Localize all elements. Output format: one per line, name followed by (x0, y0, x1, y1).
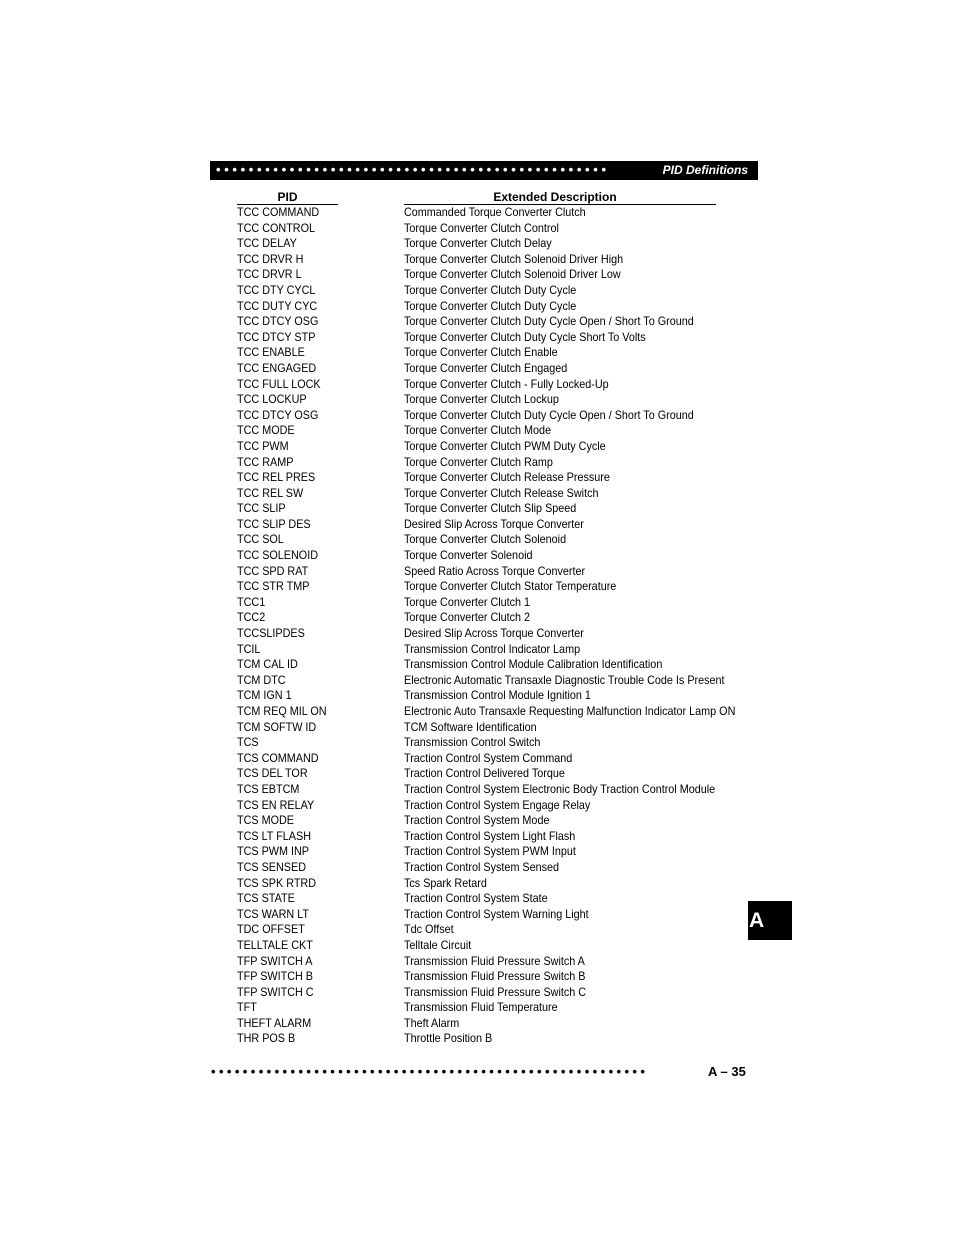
pid-description (404, 626, 604, 642)
pid-description (404, 954, 605, 970)
pid-description-text: Torque Converter Clutch Mode (404, 423, 552, 438)
table-row (237, 439, 737, 455)
pid-description (404, 610, 544, 626)
table-row (237, 377, 737, 393)
pid-description (404, 766, 583, 782)
pid-code-text: TCS EN RELAY (237, 797, 315, 812)
table-row (237, 267, 737, 283)
pid-description-text: Torque Converter Clutch Duty Cycle (404, 282, 577, 297)
pid-code-text: TCM IGN 1 (237, 688, 292, 703)
pid-description (404, 876, 496, 892)
table-row (237, 455, 737, 471)
header-bar (210, 161, 758, 180)
pid-description (404, 439, 628, 455)
table-row (237, 595, 737, 611)
pid-code-text: TCS (237, 735, 259, 750)
pid-code (237, 361, 325, 377)
pid-description (404, 844, 595, 860)
table-row (237, 532, 737, 548)
pid-code-text: TCC REL SW (237, 485, 304, 500)
pid-code (237, 1000, 259, 1016)
pid-code-text: TFP SWITCH A (237, 953, 313, 968)
pid-description-text: TCM Software Identification (404, 719, 537, 734)
description-column-header-label: Extended Description (493, 190, 617, 204)
table-row (237, 236, 737, 252)
pid-description (404, 330, 673, 346)
table-row (237, 673, 737, 689)
pid-code-text: TCS LT FLASH (237, 828, 312, 843)
pid-code-text: TCS SPK RTRD (237, 875, 317, 890)
pid-description-text: Torque Converter Clutch Ramp (404, 454, 553, 469)
pid-code (237, 221, 324, 237)
pid-description (404, 751, 591, 767)
pid-description-text: Torque Converter Clutch Duty Cycle Open / Short To Ground (404, 407, 694, 422)
pid-description-text: Traction Control System Warning Light (404, 906, 589, 921)
pid-code-text: TFP SWITCH C (237, 984, 314, 999)
table-row (237, 252, 737, 268)
pid-code-text: THR POS B (237, 1031, 296, 1046)
pid-code-text: TFP SWITCH B (237, 969, 314, 984)
pid-code (237, 377, 330, 393)
table-row (237, 860, 737, 876)
table-row (237, 782, 737, 798)
pid-code-text: TCS COMMAND (237, 750, 319, 765)
pid-code-text: TCS WARN LT (237, 906, 309, 921)
pid-code (237, 938, 321, 954)
pid-code (237, 205, 328, 221)
pid-description-text: Torque Converter Clutch Release Pressure (404, 470, 610, 485)
pid-description-text: Torque Converter Clutch PWM Duty Cycle (404, 438, 606, 453)
table-row (237, 408, 737, 424)
pid-code-text: TCC DTCY OSG (237, 407, 319, 422)
pid-description-text: Transmission Fluid Pressure Switch A (404, 953, 585, 968)
table-row (237, 626, 737, 642)
pid-description-text: Torque Converter Clutch Engaged (404, 360, 568, 375)
pid-code (237, 907, 317, 923)
pid-description (404, 501, 595, 517)
pid-code (237, 579, 317, 595)
table-row (237, 907, 737, 923)
table-row (237, 314, 737, 330)
pid-description (404, 486, 620, 502)
pid-code-text: TCC COMMAND (237, 205, 320, 219)
pid-code (237, 829, 319, 845)
table-row (237, 345, 737, 361)
page-number: A – 35 (708, 1064, 746, 1079)
table-row (237, 299, 737, 315)
pid-code-text: TCC LOCKUP (237, 392, 307, 407)
pid-code-text: TCC ENGAGED (237, 360, 317, 375)
pid-description (404, 1031, 502, 1047)
pid-code (237, 766, 315, 782)
pid-description-text: Traction Control System State (404, 891, 548, 906)
pid-description (404, 579, 640, 595)
pid-code-text: TCC RAMP (237, 454, 294, 469)
table-row (237, 283, 737, 299)
pid-code-text: TCC SLIP (237, 501, 286, 516)
pid-description-text: Traction Control System Sensed (404, 859, 560, 874)
pid-code (237, 267, 309, 283)
pid-description-text: Transmission Control Switch (404, 735, 541, 750)
pid-code (237, 642, 263, 658)
pid-code-text: TCS MODE (237, 813, 295, 828)
pid-description (404, 891, 564, 907)
pid-description (404, 283, 595, 299)
pid-description-text: Transmission Control Module Ignition 1 (404, 688, 591, 703)
pid-code (237, 704, 337, 720)
pid-code-text: TCC DTY CYCL (237, 282, 316, 297)
pid-code-text: TCC CONTROL (237, 220, 316, 235)
pid-code (237, 314, 327, 330)
table-row (237, 829, 737, 845)
pid-description (404, 408, 726, 424)
pid-description (404, 735, 556, 751)
pid-description-text: Torque Converter Clutch Lockup (404, 392, 559, 407)
pid-description (404, 455, 569, 471)
footer-dot-leader: ••••••••••••••••••••••••••••••••••••••••••••••••••••••• (211, 1064, 649, 1079)
table-row (237, 423, 737, 439)
pid-description-text: Torque Converter Solenoid (404, 548, 533, 563)
pid-description (404, 517, 604, 533)
pid-code (237, 1016, 319, 1032)
description-column-header (404, 190, 716, 205)
pid-code (237, 532, 289, 548)
pid-code (237, 876, 325, 892)
pid-description-text: Throttle Position B (404, 1031, 493, 1046)
pid-code-text: TDC OFFSET (237, 922, 305, 937)
pid-description-text: Telltale Circuit (404, 937, 472, 952)
pid-description-text: Torque Converter Clutch Stator Temperature (404, 579, 617, 594)
table-row (237, 876, 737, 892)
pid-code (237, 720, 325, 736)
pid-description (404, 595, 544, 611)
pid-code (237, 782, 306, 798)
pid-code-text: TCC DUTY CYC (237, 298, 318, 313)
pid-description-text: Torque Converter Clutch 1 (404, 594, 531, 609)
pid-description (404, 205, 606, 221)
table-row (237, 330, 737, 346)
pid-code-text: TCC1 (237, 594, 266, 609)
pid-description (404, 252, 647, 268)
pid-description (404, 470, 633, 486)
table-row (237, 766, 737, 782)
pid-description-text: Desired Slip Across Torque Converter (404, 516, 584, 531)
pid-code-text: TCC SOLENOID (237, 548, 319, 563)
pid-description-text: Traction Control System Light Flash (404, 828, 576, 843)
pid-description-text: Speed Ratio Across Torque Converter (404, 563, 586, 578)
pid-description (404, 829, 594, 845)
pid-code (237, 501, 291, 517)
pid-code (237, 751, 328, 767)
pid-description-text: Transmission Control Module Calibration Identification (404, 657, 663, 672)
pid-code (237, 813, 300, 829)
pid-description-text: Transmission Fluid Temperature (404, 1000, 558, 1015)
pid-description-text: Torque Converter Clutch Duty Cycle (404, 298, 577, 313)
pid-code (237, 985, 322, 1001)
pid-description-text: Torque Converter Clutch - Fully Locked-Up (404, 376, 609, 391)
pid-code (237, 673, 291, 689)
pid-code (237, 657, 305, 673)
table-row (237, 564, 737, 580)
pid-code (237, 844, 317, 860)
pid-description (404, 314, 726, 330)
pid-description (404, 688, 612, 704)
pid-code-text: TCC SPD RAT (237, 563, 309, 578)
pid-description (404, 985, 606, 1001)
table-row (237, 798, 737, 814)
pid-description (404, 860, 576, 876)
pid-description-text: Transmission Fluid Pressure Switch C (404, 984, 587, 999)
pid-description (404, 704, 772, 720)
pid-description (404, 922, 459, 938)
pid-description (404, 267, 645, 283)
pid-code-text: TCS SENSED (237, 859, 307, 874)
pid-description-text: Torque Converter Clutch Control (404, 220, 559, 235)
pid-description-text: Torque Converter Clutch Release Switch (404, 485, 599, 500)
table-row (237, 657, 737, 673)
pid-description (404, 377, 631, 393)
pid-description-text: Torque Converter Clutch Solenoid Driver Low (404, 267, 621, 282)
pid-description (404, 813, 566, 829)
pid-code-text: TCC DRVR H (237, 251, 304, 266)
pid-code-text: THEFT ALARM (237, 1015, 312, 1030)
table-row (237, 205, 737, 221)
pid-code (237, 798, 323, 814)
pid-description (404, 392, 576, 408)
table-row (237, 548, 737, 564)
pid-description (404, 361, 585, 377)
pid-description-text: Torque Converter Clutch 2 (404, 610, 531, 625)
pid-description (404, 548, 547, 564)
pid-code (237, 455, 300, 471)
table-row (237, 642, 737, 658)
pid-code-text: TCC SLIP DES (237, 516, 311, 531)
table-row (237, 704, 737, 720)
pid-code (237, 595, 268, 611)
pid-description-text: Commanded Torque Converter Clutch (404, 205, 586, 219)
pid-description (404, 642, 600, 658)
pid-description (404, 782, 750, 798)
pid-description (404, 673, 760, 689)
pid-description (404, 423, 567, 439)
pid-description-text: Torque Converter Clutch Solenoid Driver High (404, 251, 624, 266)
pid-code-text: TCC DTCY STP (237, 329, 316, 344)
pid-description (404, 720, 551, 736)
pid-code (237, 486, 311, 502)
pid-description-text: Torque Converter Clutch Enable (404, 345, 558, 360)
pid-description (404, 1000, 575, 1016)
table-row (237, 392, 737, 408)
pid-code (237, 1031, 302, 1047)
pid-code (237, 564, 316, 580)
pid-code-text: TCS STATE (237, 891, 295, 906)
table-row (237, 813, 737, 829)
pid-description-text: Torque Converter Clutch Duty Cycle Open / Short To Ground (404, 314, 694, 329)
pid-description-text: Traction Control System Mode (404, 813, 550, 828)
pid-code-text: TCM REQ MIL ON (237, 704, 327, 718)
pid-code-text: TCCSLIPDES (237, 626, 305, 641)
pid-code-text: TCIL (237, 641, 261, 656)
pid-code (237, 330, 324, 346)
pid-code (237, 688, 298, 704)
table-row (237, 501, 737, 517)
pid-code-text: TCC MODE (237, 423, 295, 438)
pid-code (237, 392, 314, 408)
table-row (237, 486, 737, 502)
pid-code-text: TCC2 (237, 610, 266, 625)
table-row (237, 1031, 737, 1047)
pid-code (237, 408, 327, 424)
pid-code-text: TCC STR TMP (237, 579, 310, 594)
pid-description-text: Traction Control Delivered Torque (404, 766, 565, 781)
table-row (237, 517, 737, 533)
pid-description-text: Tcs Spark Retard (404, 875, 487, 890)
pid-code (237, 345, 312, 361)
pid-description-text: Theft Alarm (404, 1015, 460, 1030)
pid-description (404, 221, 576, 237)
pid-code-text: TCM SOFTW ID (237, 719, 317, 734)
pid-code-text: TCS DEL TOR (237, 766, 308, 781)
pid-description-text: Traction Control System Command (404, 750, 573, 765)
pid-description (404, 657, 691, 673)
pid-code-text: TCC DTCY OSG (237, 314, 319, 329)
pid-column-header: PID (237, 190, 338, 205)
pid-code (237, 891, 301, 907)
pid-code-text: TCM DTC (237, 672, 286, 687)
header-dot-leader: •••••••••••••••••••••••••••••••••••••••••••••••• (216, 162, 610, 177)
pid-description (404, 345, 575, 361)
table-row (237, 579, 737, 595)
pid-code-text: TCC REL PRES (237, 470, 316, 485)
pid-code (237, 735, 261, 751)
pid-definitions-table (237, 205, 737, 1047)
pid-code (237, 299, 326, 315)
pid-description (404, 564, 605, 580)
pid-description-text: Torque Converter Clutch Duty Cycle Short To Volts (404, 329, 646, 344)
table-row (237, 891, 737, 907)
section-tab-a: A (748, 901, 792, 940)
table-row (237, 610, 737, 626)
table-row (237, 969, 737, 985)
pid-code-text: TFT (237, 1000, 257, 1015)
pid-description-text: Transmission Fluid Pressure Switch B (404, 969, 586, 984)
pid-code-text: TCC DRVR L (237, 267, 302, 282)
table-row (237, 688, 737, 704)
pid-description (404, 1016, 465, 1032)
table-row (237, 922, 737, 938)
pid-code-text: TCM CAL ID (237, 657, 298, 672)
pid-code (237, 439, 294, 455)
pid-description-text: Electronic Auto Transaxle Requesting Malfunction Indicator Lamp ON (404, 704, 736, 718)
pid-code (237, 423, 301, 439)
pid-description (404, 798, 611, 814)
pid-code (237, 283, 324, 299)
table-row (237, 1000, 737, 1016)
pid-code-text: TCC PWM (237, 438, 289, 453)
pid-description (404, 938, 479, 954)
pid-code (237, 954, 321, 970)
pid-description-text: Traction Control System Engage Relay (404, 797, 591, 812)
pid-code-text: TCC ENABLE (237, 345, 305, 360)
pid-code-text: TELLTALE CKT (237, 937, 313, 952)
pid-description (404, 907, 609, 923)
section-title: PID Definitions (662, 163, 748, 177)
pid-description-text: Desired Slip Across Torque Converter (404, 626, 584, 641)
pid-description (404, 299, 595, 315)
table-row (237, 938, 737, 954)
pid-description-text: Torque Converter Clutch Slip Speed (404, 501, 577, 516)
pid-description-text: Torque Converter Clutch Delay (404, 236, 552, 251)
pid-code (237, 517, 319, 533)
pid-code (237, 860, 314, 876)
pid-code (237, 610, 268, 626)
pid-description (404, 969, 606, 985)
pid-code (237, 548, 327, 564)
pid-code-text: TCS PWM INP (237, 844, 309, 859)
pid-code-text: TCS EBTCM (237, 781, 300, 796)
pid-description-text: Torque Converter Clutch Solenoid (404, 532, 567, 547)
pid-description-text: Tdc Offset (404, 922, 454, 937)
pid-code-text: TCC FULL LOCK (237, 376, 321, 391)
table-row (237, 720, 737, 736)
pid-code-text: TCC DELAY (237, 236, 297, 251)
pid-description-text: Electronic Automatic Transaxle Diagnostic Trouble Code Is Present (404, 672, 725, 687)
pid-code (237, 969, 321, 985)
table-row (237, 751, 737, 767)
pid-description (404, 236, 568, 252)
pid-code (237, 252, 311, 268)
table-row (237, 954, 737, 970)
pid-description-text: Traction Control System PWM Input (404, 844, 576, 859)
pid-code (237, 236, 303, 252)
table-row (237, 470, 737, 486)
pid-description-text: Transmission Control Indicator Lamp (404, 641, 581, 656)
table-row (237, 1016, 737, 1032)
pid-code (237, 626, 312, 642)
pid-code (237, 922, 312, 938)
pid-description (404, 532, 584, 548)
pid-code-text: TCC SOL (237, 532, 284, 547)
table-row (237, 221, 737, 237)
pid-description-text: Traction Control System Electronic Body Traction Control Module (404, 781, 716, 796)
table-row (237, 985, 737, 1001)
pid-code (237, 470, 324, 486)
table-row (237, 844, 737, 860)
table-row (237, 735, 737, 751)
table-row (237, 361, 737, 377)
